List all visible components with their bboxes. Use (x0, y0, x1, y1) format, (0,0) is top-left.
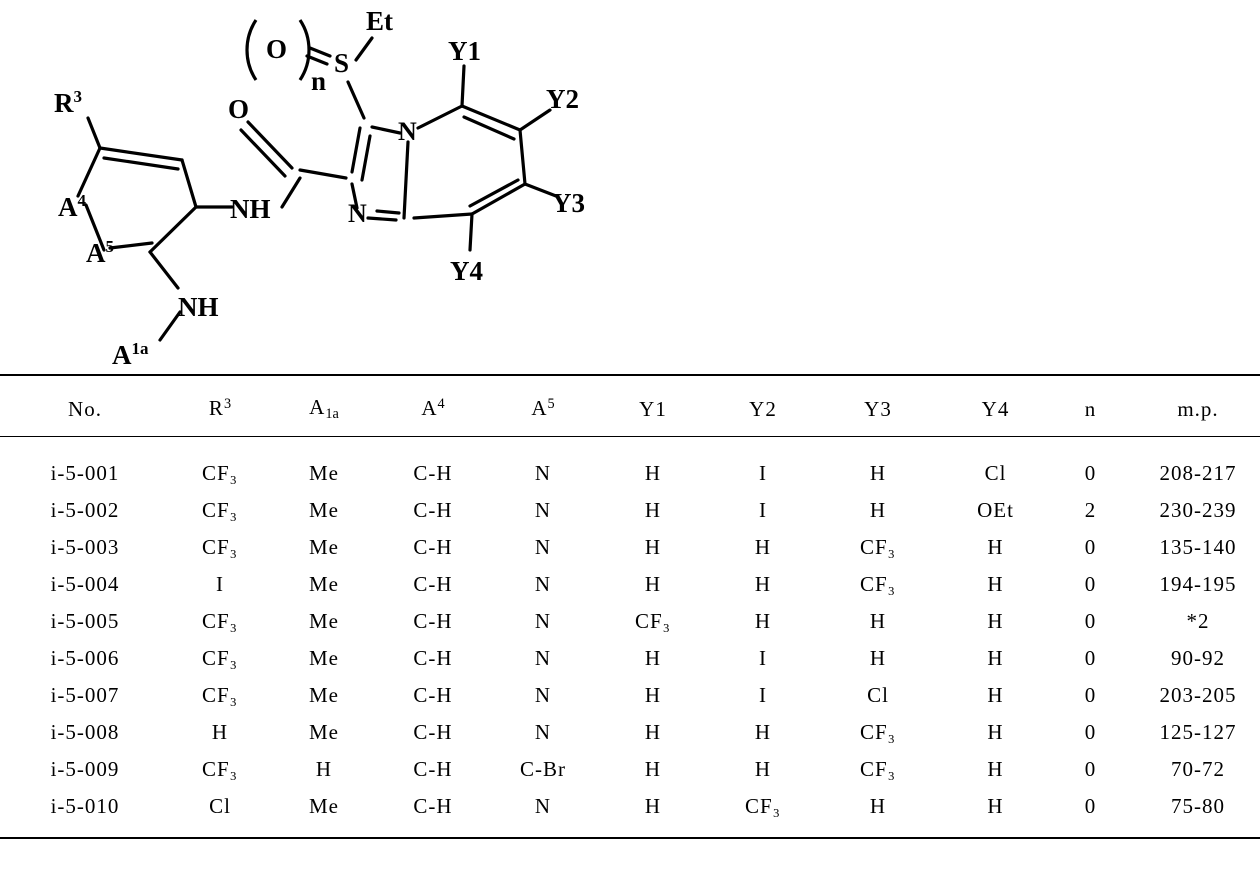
cell-r3: CF₃ (201, 498, 238, 522)
cell-y2: CF₃ (744, 794, 781, 818)
cell-mp: 194-195 (1159, 572, 1237, 596)
cell-y3: H (869, 609, 887, 633)
label-nh-amide: NH (230, 194, 271, 224)
cell-mp: 135-140 (1159, 535, 1237, 559)
cell-y4: H (987, 572, 1004, 596)
cell-mp: 230-239 (1159, 498, 1237, 522)
cell-n: 0 (1084, 646, 1097, 670)
cell-y3: CF₃ (859, 720, 896, 744)
table-row (0, 677, 1260, 714)
column-header-y1: Y1 (639, 396, 667, 421)
cell-r3: CF₃ (201, 609, 238, 633)
compound-table-container (0, 374, 1260, 845)
cell-no: i-5-005 (50, 609, 120, 633)
column-header-y4: Y4 (981, 396, 1010, 421)
cell-a5: N (534, 461, 552, 485)
cell-a1a: H (315, 757, 333, 781)
chemical-structure-diagram (0, 0, 1260, 378)
table-row (0, 455, 1260, 492)
cell-y2: I (759, 461, 767, 485)
cell-y4: Cl (984, 461, 1007, 485)
cell-n: 0 (1084, 461, 1097, 485)
cell-n: 2 (1084, 498, 1097, 522)
table-spacer (0, 443, 1260, 455)
column-header-no: No. (68, 396, 102, 421)
table-row (0, 714, 1260, 751)
cell-n: 0 (1084, 572, 1097, 596)
cell-mp: 75-80 (1171, 794, 1225, 818)
cell-a4: C-H (413, 683, 453, 707)
label-carbonyl-oxygen: O (228, 94, 250, 124)
cell-a1a: Me (309, 609, 339, 633)
cell-a1a: Me (309, 461, 339, 485)
cell-mp: 90-92 (1171, 646, 1225, 670)
cell-n: 0 (1084, 757, 1097, 781)
cell-r3: CF₃ (201, 535, 238, 559)
cell-y4: H (987, 757, 1004, 781)
cell-a1a: Me (309, 535, 339, 559)
column-header-mp: m.p. (1177, 396, 1219, 421)
table-spacer (0, 825, 1260, 838)
cell-mp: *2 (1186, 609, 1210, 633)
cell-y2: I (759, 498, 767, 522)
cell-a4: C-H (413, 461, 453, 485)
label-a1a: $A^{1a}$ (112, 339, 149, 370)
cell-y4: H (987, 609, 1004, 633)
cell-a5: N (534, 646, 552, 670)
cell-y1: H (644, 498, 662, 522)
cell-a5: C-Br (520, 757, 566, 781)
cell-no: i-5-010 (50, 794, 120, 818)
cell-a5: N (534, 609, 552, 633)
cell-no: i-5-001 (50, 461, 120, 485)
label-y4: Y4 (450, 256, 483, 286)
label-sulfoxide-oxygen: O (266, 34, 288, 64)
cell-a4: C-H (413, 720, 453, 744)
cell-a1a: Me (309, 794, 339, 818)
column-header-a1a: $A_{1a}$ (309, 395, 339, 422)
cell-r3: I (216, 572, 224, 596)
label-r3: $R^3$ (54, 87, 82, 118)
label-y2: Y2 (546, 84, 579, 114)
cell-a4: C-H (413, 498, 453, 522)
cell-n: 0 (1084, 720, 1097, 744)
cell-y1: H (644, 683, 662, 707)
cell-y2: H (754, 609, 772, 633)
cell-n: 0 (1084, 535, 1097, 559)
cell-y2: I (759, 683, 767, 707)
cell-no: i-5-008 (50, 720, 120, 744)
cell-y1: H (644, 720, 662, 744)
cell-y2: H (754, 757, 772, 781)
cell-y4: H (987, 720, 1004, 744)
cell-y2: I (759, 646, 767, 670)
cell-r3: CF₃ (201, 683, 238, 707)
table-row (0, 566, 1260, 603)
cell-a5: N (534, 535, 552, 559)
label-a5: $A^5$ (86, 237, 114, 268)
cell-no: i-5-009 (50, 757, 120, 781)
cell-y1: H (644, 646, 662, 670)
cell-a1a: Me (309, 572, 339, 596)
cell-y4: H (987, 646, 1004, 670)
cell-no: i-5-004 (50, 572, 120, 596)
cell-a4: C-H (413, 646, 453, 670)
cell-mp: 208-217 (1159, 461, 1237, 485)
cell-r3: Cl (209, 794, 231, 818)
cell-a4: C-H (413, 757, 453, 781)
cell-y4: H (987, 794, 1004, 818)
column-header-y3: Y3 (864, 396, 892, 421)
column-header-n: n (1084, 396, 1097, 421)
cell-r3: CF₃ (201, 461, 238, 485)
cell-a5: N (534, 683, 552, 707)
label-a4: $A^4$ (58, 191, 86, 222)
table-row (0, 640, 1260, 677)
cell-n: 0 (1084, 609, 1097, 633)
cell-y3: H (869, 794, 887, 818)
label-ring-nitrogen-1: N (398, 117, 417, 146)
cell-a4: C-H (413, 609, 453, 633)
cell-y1: CF₃ (634, 609, 671, 633)
cell-a1a: Me (309, 683, 339, 707)
label-y3: Y3 (552, 188, 585, 218)
label-ring-nitrogen-2: N (348, 199, 367, 228)
cell-r3: CF₃ (201, 646, 238, 670)
structure-svg (0, 0, 1260, 378)
cell-y3: Cl (867, 683, 889, 707)
compound-table (0, 374, 1260, 845)
table-rule-top (0, 375, 1260, 382)
cell-no: i-5-002 (50, 498, 120, 522)
column-header-y2: Y2 (749, 396, 777, 421)
cell-no: i-5-007 (50, 683, 120, 707)
label-ethyl: Et (366, 6, 393, 36)
table-row (0, 529, 1260, 566)
cell-y1: H (644, 535, 662, 559)
label-sulfur: S (334, 48, 350, 78)
label-y1: Y1 (448, 36, 481, 66)
table-header-row (0, 382, 1260, 437)
cell-y1: H (644, 572, 662, 596)
table-row (0, 751, 1260, 788)
cell-a5: N (534, 572, 552, 596)
cell-a5: N (534, 498, 552, 522)
cell-a5: N (534, 720, 552, 744)
label-nh-amine: NH (178, 292, 219, 322)
cell-mp: 70-72 (1171, 757, 1225, 781)
table-row (0, 492, 1260, 529)
table-body (0, 455, 1260, 845)
table-row (0, 603, 1260, 640)
column-header-a4: $A^4$ (421, 396, 445, 421)
cell-y3: CF₃ (859, 535, 896, 559)
cell-y2: H (754, 535, 772, 559)
cell-a5: N (534, 794, 552, 818)
cell-y3: H (869, 498, 887, 522)
table-row (0, 788, 1260, 825)
cell-a1a: Me (309, 498, 339, 522)
cell-r3: H (211, 720, 229, 744)
cell-r3: CF₃ (201, 757, 238, 781)
label-n-subscript: n (311, 66, 327, 96)
cell-y2: H (754, 720, 772, 744)
cell-a4: C-H (413, 535, 453, 559)
cell-a4: C-H (413, 794, 453, 818)
cell-n: 0 (1084, 683, 1097, 707)
cell-y3: CF₃ (859, 757, 896, 781)
cell-y1: H (644, 461, 662, 485)
cell-y3: H (869, 646, 887, 670)
cell-mp: 125-127 (1159, 720, 1237, 744)
cell-a1a: Me (309, 720, 339, 744)
cell-y1: H (644, 794, 662, 818)
cell-y4: H (987, 535, 1004, 559)
cell-y2: H (754, 572, 772, 596)
cell-n: 0 (1084, 794, 1097, 818)
cell-y3: H (869, 461, 887, 485)
cell-y4: OEt (977, 498, 1014, 522)
cell-y1: H (644, 757, 662, 781)
column-header-r3: $R^3$ (208, 396, 232, 421)
cell-mp: 203-205 (1159, 683, 1237, 707)
cell-a1a: Me (309, 646, 339, 670)
cell-no: i-5-003 (50, 535, 120, 559)
table-rule-bottom (0, 838, 1260, 845)
cell-no: i-5-006 (50, 646, 120, 670)
cell-a4: C-H (413, 572, 453, 596)
cell-y3: CF₃ (859, 572, 896, 596)
cell-y4: H (987, 683, 1004, 707)
column-header-a5: $A^5$ (531, 396, 555, 421)
